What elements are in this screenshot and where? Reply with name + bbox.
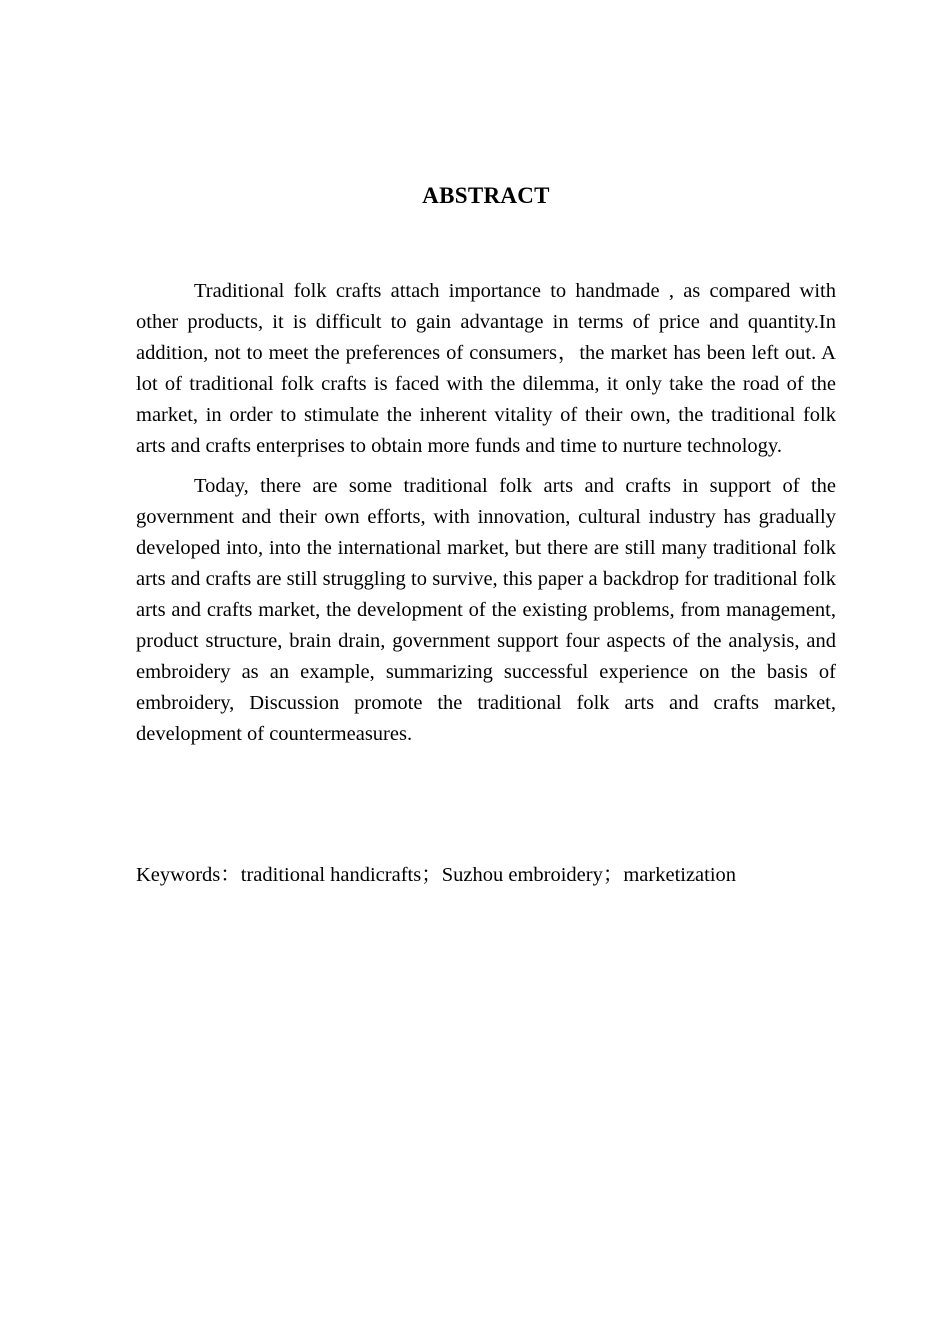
abstract-paragraph-2: Today, there are some traditional folk arts and crafts in support of the government and their own efforts, with innovation, cultural industry has gradually developed into, into the international market, but there are still many traditional folk arts and crafts are still struggling to survive, this paper a backdrop for traditional folk arts and crafts market, the development of the existing problems, from management, product structure, brain drain, government support four aspects of the analysis, and embroidery as an example, summarizing successful experience on the basis of embroidery, Discussion promote the traditional folk arts and crafts market, development of countermeasures.	[136, 475, 836, 745]
abstract-body	[136, 276, 836, 760]
keywords-line	[136, 860, 836, 891]
keyword-item: marketization	[623, 864, 737, 886]
abstract-paragraph-1: Traditional folk crafts attach importance to handmade , as compared with other products, it is difficult to gain advantage in terms of price and quantity.In addition, not to meet the preferences of consumers，the market has been left out. A lot of traditional folk crafts is faced with the dilemma, it only take the road of the market, in order to stimulate the inherent vitality of their own, the traditional folk arts and crafts enterprises to obtain more funds and time to nurture technology.	[136, 280, 836, 457]
keyword-item: traditional handicrafts；	[240, 864, 442, 886]
abstract-title: ABSTRACT	[422, 183, 550, 208]
keywords-label: Keywords：	[136, 864, 241, 886]
keyword-item: Suzhou embroidery；	[441, 864, 624, 886]
